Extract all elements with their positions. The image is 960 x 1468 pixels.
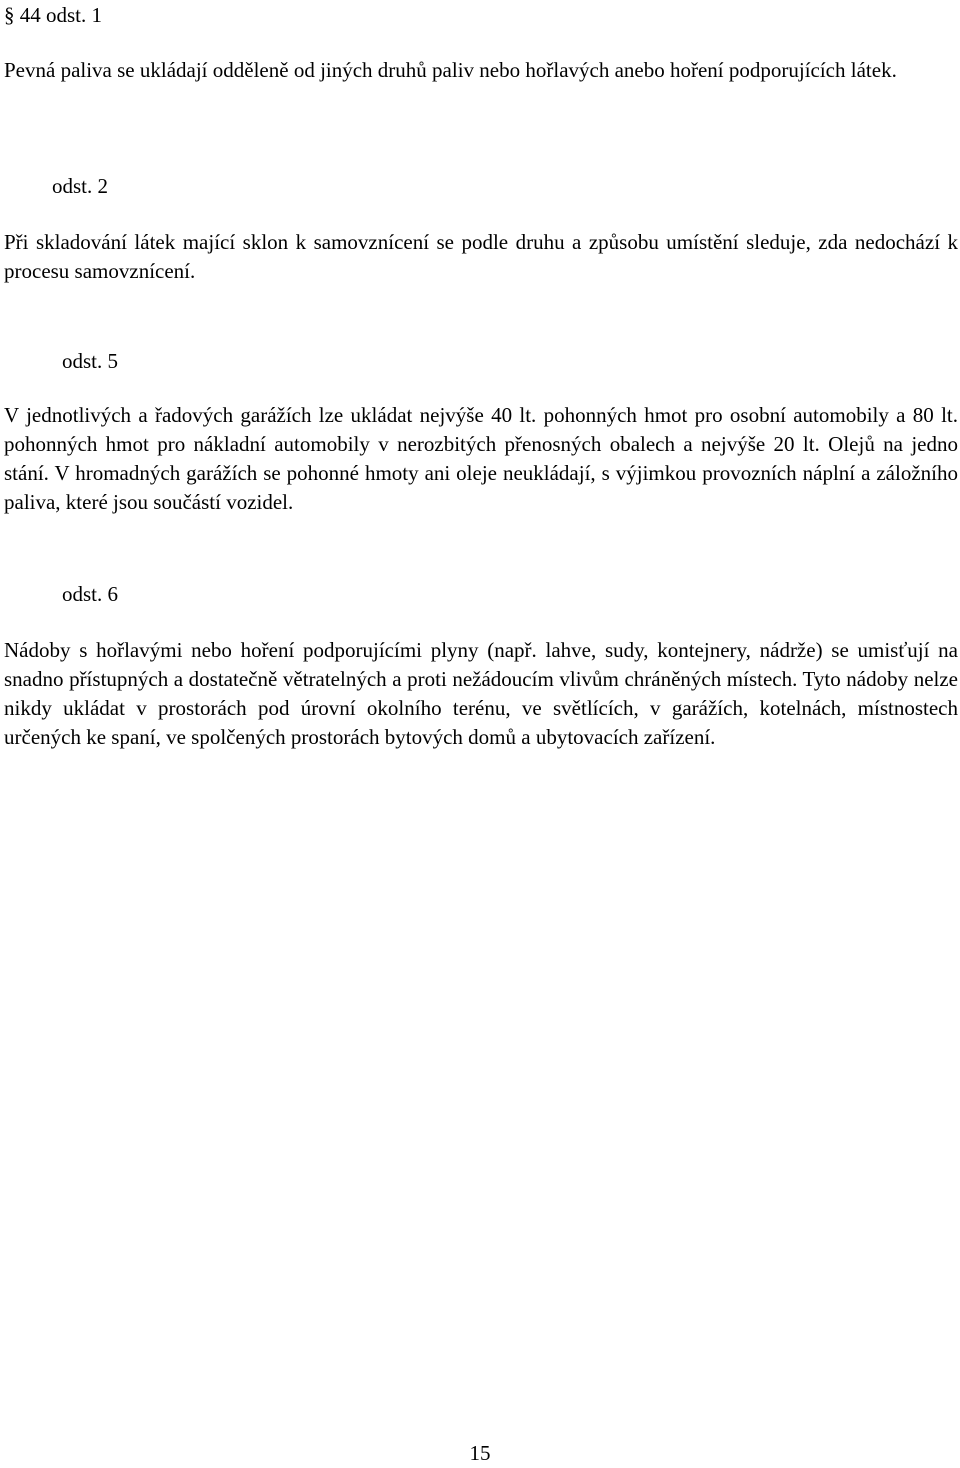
section-heading-para-1: § 44 odst. 1 <box>4 3 103 27</box>
section-heading-para-6: odst. 6 <box>62 582 119 606</box>
section-text-para-2: Při skladování látek mající sklon k samovznícení se podle druhu a způsobu umístění sleduje, zda nedochází k procesu samovznícení. <box>4 230 958 283</box>
section-text-para-5: V jednotlivých a řadových garážích lze ukládat nejvýše 40 lt. pohonných hmot pro osobní automobily a 80 lt. pohonných hmot pro nákladní automobily v nerozbitých přenosných obalech a nejvýše 20 lt. Olejů na jedno stání. V hromadných garážích se pohonné hmoty ani oleje neukládají, s výjimkou provozních náplní a záložního paliva, které jsou součástí vozidel. <box>4 403 958 514</box>
section-heading-para-5: odst. 5 <box>62 349 119 373</box>
page-number: 15 <box>469 1441 491 1465</box>
section-heading-para-2: odst. 2 <box>52 174 109 198</box>
section-text-para-6: Nádoby s hořlavými nebo hoření podporujícími plyny (např. lahve, sudy, kontejnery, nádrže) se umisťují na snadno přístupných a dostatečně větratelných a proti nežádoucím vlivům chráněných místech. Tyto nádoby nelze nikdy ukládat v prostorách pod úrovní okolního terénu, ve světlících, v garážích, kotelnách, místnostech určených ke spaní, ve spolčených prostorách bytových domů a ubytovacích zařízení. <box>4 638 958 749</box>
section-text-para-1: Pevná paliva se ukládají odděleně od jiných druhů paliv nebo hořlavých anebo hoření podporujících látek. <box>4 58 897 82</box>
